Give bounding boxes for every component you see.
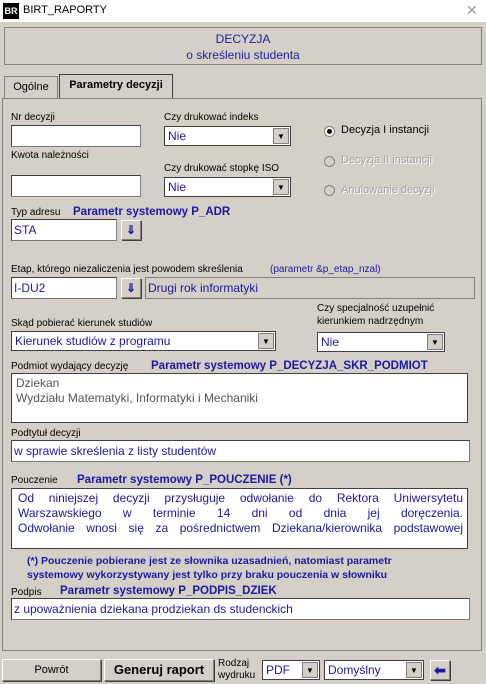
radio-decyzja-i-instancji-label: Decyzja I instancji bbox=[341, 124, 430, 136]
specjalnosc-select[interactable] bbox=[317, 332, 445, 352]
pouczenie-line: Warszawskiego w terminie 14 dni od dnia jej doręczenia. bbox=[18, 506, 463, 520]
chevron-down-icon[interactable]: ▼ bbox=[258, 333, 274, 349]
pouczenie-line: Odwołanie wnosi się za pośrednictwem Dziekana/kierownika podstawowej bbox=[18, 521, 463, 535]
chevron-down-icon[interactable]: ▼ bbox=[273, 179, 289, 195]
download-arrow-icon[interactable]: ⇓ bbox=[121, 278, 141, 298]
typ-adresu-label: Typ adresu bbox=[11, 207, 61, 218]
podmiot-memo[interactable] bbox=[11, 373, 468, 423]
etap-input[interactable]: I-DU2 bbox=[11, 277, 117, 299]
podpis-param: Parametr systemowy P_PODPIS_DZIEK bbox=[60, 585, 277, 597]
tab-parametry-decyzji[interactable]: Parametry decyzji bbox=[59, 74, 173, 99]
podmiot-label: Podmiot wydający decyzję bbox=[11, 361, 129, 372]
drukowac-indeks-label: Czy drukować indeks bbox=[164, 112, 259, 123]
kierunek-value: Kierunek studiów z programu bbox=[15, 334, 171, 348]
chevron-down-icon[interactable]: ▼ bbox=[406, 662, 422, 678]
pouczenie-memo[interactable] bbox=[11, 488, 468, 549]
app-icon: BR bbox=[3, 3, 19, 19]
rodzaj-line1: Rodzaj bbox=[218, 658, 250, 669]
close-icon[interactable]: ✕ bbox=[466, 2, 478, 18]
kwota-input[interactable] bbox=[11, 175, 141, 197]
podtytul-label: Podtytuł decyzji bbox=[11, 428, 81, 439]
podtytul-input[interactable]: w sprawie skreślenia z listy studentów bbox=[11, 440, 470, 462]
format-value: PDF bbox=[266, 663, 290, 677]
specjalnosc-value: Nie bbox=[321, 335, 340, 349]
chevron-down-icon[interactable]: ▼ bbox=[273, 128, 289, 144]
kierunek-label: Skąd pobierać kierunek studiów bbox=[11, 318, 153, 329]
tab-ogolne[interactable]: Ogólne bbox=[4, 76, 58, 98]
rodzaj-wydruku-label bbox=[218, 658, 255, 682]
podmiot-line: Dziekan bbox=[16, 376, 60, 390]
header-panel bbox=[4, 27, 482, 65]
download-arrow-icon[interactable]: ⇓ bbox=[121, 220, 141, 240]
radio-anulowanie-decyzji[interactable] bbox=[324, 185, 335, 196]
etap-description: Drugi rok informatyki bbox=[145, 277, 475, 299]
format-select[interactable] bbox=[262, 660, 320, 680]
kierunek-select[interactable] bbox=[11, 331, 276, 351]
chevron-down-icon[interactable]: ▼ bbox=[427, 334, 443, 350]
podmiot-param: Parametr systemowy P_DECYZJA_SKR_PODMIOT bbox=[151, 360, 428, 372]
drukowac-stopke-value: Nie bbox=[168, 180, 187, 194]
pouczenie-line: Od niniejszej decyzji przysługuje odwołanie do Rektora Uniwersytetu bbox=[18, 491, 463, 505]
pouczenie-label: Pouczenie bbox=[11, 475, 58, 486]
generate-report-button[interactable]: Generuj raport bbox=[104, 659, 214, 681]
typ-adresu-input[interactable]: STA bbox=[11, 219, 117, 241]
pouczenie-note-line2: systemowy wykorzystywany jest tylko przy braku pouczenia w słowniku bbox=[27, 569, 388, 581]
etap-label: Etap, którego niezaliczenia jest powodem skreślenia bbox=[11, 264, 243, 275]
specjalnosc-label: Czy specjalność uzupełnić kierunkiem nadrzędnym bbox=[317, 303, 435, 327]
nr-decyzji-label: Nr decyzji bbox=[11, 112, 55, 123]
rodzaj-line2: wydruku bbox=[218, 670, 256, 681]
printer-value: Domyślny bbox=[328, 663, 381, 677]
header-subtitle: o skreśleniu studenta bbox=[186, 48, 300, 62]
radio-decyzja-ii-instancji-label: Decyzja II instancji bbox=[341, 154, 433, 166]
podmiot-line: Wydziału Matematyki, Informatyki i Mechaniki bbox=[16, 391, 258, 405]
kwota-label: Kwota należności bbox=[11, 150, 89, 161]
chevron-down-icon[interactable]: ▼ bbox=[302, 662, 318, 678]
etap-param: (parametr &p_etap_nzal) bbox=[270, 264, 381, 275]
drukowac-stopke-label: Czy drukować stopkę ISO bbox=[164, 163, 280, 174]
radio-decyzja-ii-instancji[interactable] bbox=[324, 156, 335, 167]
drukowac-indeks-select[interactable] bbox=[164, 126, 291, 146]
podpis-label: Podpis bbox=[11, 587, 42, 598]
back-button[interactable]: Powrót bbox=[2, 659, 101, 681]
pouczenie-param: Parametr systemowy P_POUCZENIE (*) bbox=[77, 474, 292, 486]
radio-anulowanie-decyzji-label: Anulowanie decyzji bbox=[341, 184, 435, 196]
drukowac-stopke-select[interactable] bbox=[164, 177, 291, 197]
radio-decyzja-i-instancji[interactable] bbox=[324, 126, 335, 137]
exit-arrow-icon[interactable]: ⬅ bbox=[430, 660, 450, 680]
pouczenie-note-line1: (*) Pouczenie pobierane jest ze słownika uzasadnień, natomiast parametr bbox=[27, 555, 392, 567]
printer-select[interactable] bbox=[324, 660, 424, 680]
nr-decyzji-input[interactable] bbox=[11, 125, 141, 147]
typ-adresu-param: Parametr systemowy P_ADR bbox=[73, 206, 231, 218]
window-title: BIRT_RAPORTY bbox=[23, 4, 107, 16]
podpis-input[interactable]: z upoważnienia dziekana prodziekan ds studenckich bbox=[11, 598, 470, 620]
drukowac-indeks-value: Nie bbox=[168, 129, 187, 143]
header-title: DECYZJA bbox=[215, 32, 271, 46]
